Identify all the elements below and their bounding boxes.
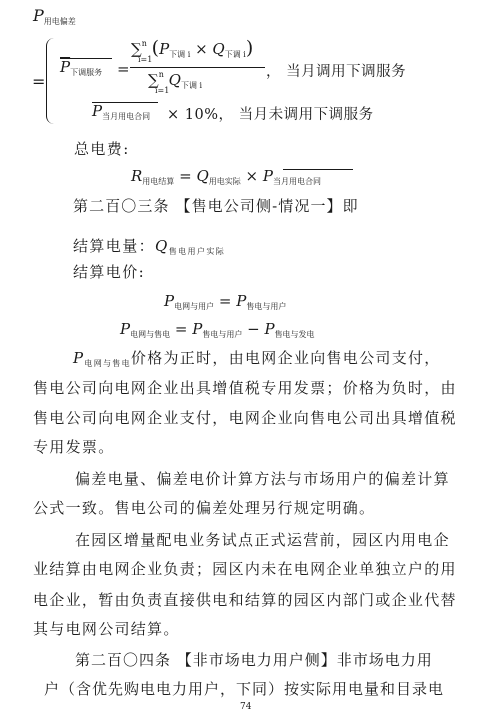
para2-line1: 偏差电量、偏差电价计算方法与市场用户的偏差计算 xyxy=(75,470,450,488)
para3-line3: 电企业，暂由负责直接供电和结算的园区内部门或企业代替 xyxy=(33,591,457,609)
case2-rest: × 10%， 当月未调用下调服务 xyxy=(167,107,374,123)
deviation-price-symbol: $P_{用电偏差}$ xyxy=(33,6,76,26)
price-formula-2: $P_{电网与售电} = P_{售电与用户} - P_{售电与发电}$ xyxy=(120,320,315,339)
price-formula-1: $P_{电网与用户} = P_{售电与用户}$ xyxy=(164,292,287,311)
article-204-line2: 户（含优先购电电力用户，下同）按实际用电量和目录电 xyxy=(44,680,445,698)
para2-line2: 公式一致。售电公司的偏差处理另行规定明确。 xyxy=(33,499,376,517)
para1-line2: 售电公司向电网企业出具增值税专用发票；价格为负时，由 xyxy=(33,379,457,397)
para3-line2: 业结算由电网企业负责；园区内未在电网企业单独立户的用 xyxy=(33,560,457,578)
para1-line3: 售电公司向电网企业支付，电网企业向售电公司出具增值税 xyxy=(33,409,457,427)
article-203-heading: 第二百〇三条 【售电公司侧-情况一】即 xyxy=(73,197,359,215)
article-204-line1: 第二百〇四条 【非市场电力用户侧】非市场电力用 xyxy=(75,651,433,669)
numerator: ∑$^n$ $(P_{下调 i} \times Q_{下调 i})$ xyxy=(131,37,254,59)
para3-line1: 在园区增量配电业务试点正式运营前，园区内用电企 xyxy=(75,531,450,549)
case1-equals: = xyxy=(117,60,130,78)
settle-price-label: 结算电价: xyxy=(73,263,146,281)
denominator: ∑$^n$ $Q_{下调 i}$ xyxy=(148,70,203,90)
down-service-price-symbol: $\overline{P}_{下调服务}$ xyxy=(60,58,103,77)
overline-contract-2 xyxy=(283,169,353,170)
settle-qty-row: 结算电量：$Q_{售电用户实际}$ xyxy=(73,237,226,256)
total-fee-formula: $R_{用电结算} = Q_{用电实际} \times P_{当月用电合同}$ xyxy=(131,167,321,186)
numerator-sum-lower: i=1 xyxy=(138,55,153,64)
fraction-bar xyxy=(130,67,265,68)
para1-line1: $P_{电网与售电}$价格为正时，由电网企业向售电公司支付， xyxy=(73,349,441,368)
total-fee-label: 总电费: xyxy=(74,140,130,158)
case1-condition: ， 当月调用下调服务 xyxy=(266,64,407,80)
overline-down-service xyxy=(60,58,112,59)
formula-equals: = xyxy=(32,72,46,91)
piecewise-brace xyxy=(46,38,55,124)
para3-line4: 其与电网公司结算。 xyxy=(33,620,180,638)
para1-line4: 专用发票。 xyxy=(33,438,115,456)
denominator-sum-lower: i=1 xyxy=(155,86,170,95)
page-number: 74 xyxy=(240,702,252,712)
contract-price-symbol: $P_{当月用电合同}$ xyxy=(92,102,151,121)
